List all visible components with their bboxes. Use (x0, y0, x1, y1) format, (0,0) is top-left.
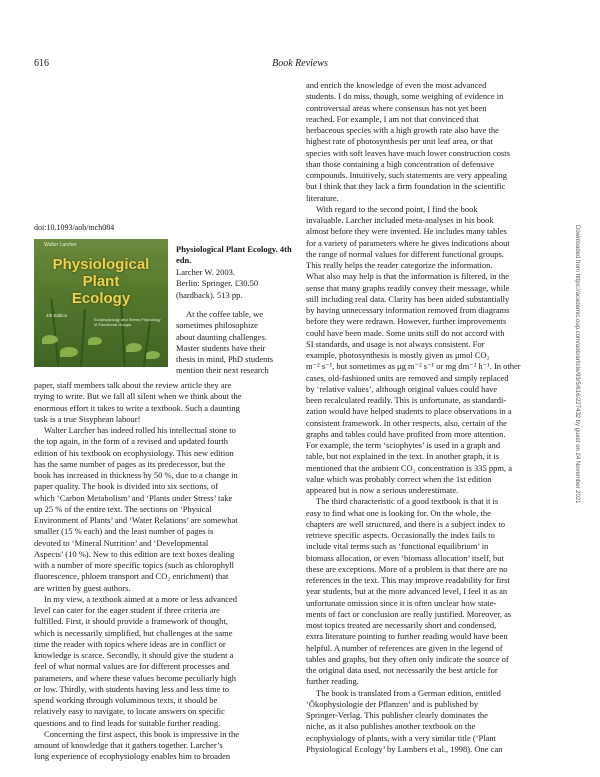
text-line: these are exceptions. More of a problem is that there are no (306, 563, 508, 574)
text-line: enormous effort it takes to write a textbook. Such a daunting (34, 402, 240, 413)
text-line: the range of normal values for different functional groups. (306, 248, 504, 259)
text-line: biomass allocation, or even ‘biomass allocation’ itself, but (306, 552, 504, 563)
text-line: species with soft leaves have much lower construction costs (306, 147, 510, 158)
text-line: extra literature pointing to further reading would have been (306, 631, 508, 642)
text-line: paper, staff members talk about the review article they are (34, 380, 232, 390)
book-citation (176, 244, 298, 301)
text-line: ecophysiology of plants, with a very similar title (‘Plant (306, 732, 497, 743)
text-line: invaluable. Larcher included meta-analyses in his book (306, 215, 494, 225)
text-line: edition of his textbook on ecophysiology. This new edition (34, 447, 234, 458)
text-line: zation would have helped students to place observations in a (306, 406, 512, 417)
text-line: Master students have their (176, 342, 266, 353)
download-watermark: Downloaded from https://academic.oup.com/aob/article/93/5/616/227432 by guest on 24 November 2021 (574, 225, 580, 504)
text-line: controversial areas where consensus has not yet been (306, 102, 487, 113)
cover-title-line: Plant (82, 273, 120, 290)
text-line: level can cater for the eager student if three criteria are (34, 605, 220, 615)
text-line: highest rate of photosynthesis per unit leaf area, or that (306, 136, 493, 147)
text-line: could have been made. Some units still do not accord with (306, 327, 505, 338)
right-column (306, 80, 570, 755)
cover-edition: 4th Edition (46, 313, 68, 318)
text-line: about daunting challenges. (176, 331, 267, 342)
text-line: easy to find what one is looking for. On the whole, the (306, 507, 491, 518)
text-line: ‘Ökophysiologie der Pflanzen’ and is published by (306, 698, 479, 709)
text-line: the original data used, not necessarily the best article for (306, 665, 498, 675)
text-line: herbaceous species with a high growth rate also have the (306, 125, 499, 135)
text-line: than those containing a high concentration of defensive (306, 158, 495, 169)
text-line: students. I do miss, though, some weighing of evidence in (306, 91, 504, 102)
page-number: 616 (34, 58, 49, 69)
doi[interactable]: doi:10.1093/aob/mch084 (34, 223, 115, 232)
text-line: which is necessarily simplified, but challenges at the same (34, 627, 233, 638)
text-line: ments of fact or conclusion are really justified. Moreover, as (306, 608, 512, 619)
text-line: This really helps the reader categorize the information. (306, 260, 493, 270)
text-line: are written by guest authors. (34, 582, 131, 593)
text-line: year students, but at the more advanced level, I feel it as an (306, 586, 508, 597)
running-head: Book Reviews (272, 58, 328, 69)
text-line: table, but not explained in the text. In another graph, it is (306, 451, 500, 462)
text-line: appeared but is now a serious underestimate. (306, 485, 459, 495)
text-line: Springer-Verlag. This publisher clearly dominates the (306, 710, 488, 720)
text-line: knowledge is scarce. Secondly, it should give the student a (34, 650, 234, 660)
text-line: most topics treated are necessarily short and condensed, (306, 620, 497, 630)
text-line: unfortunate omission since it is often unclear how state- (306, 597, 497, 608)
text-line: parameters, and where these values become peculiarly high (34, 672, 237, 683)
text-line: consistent framework. In other respects, also, certain of the (306, 417, 507, 428)
text-line: amount of knowledge that it gathers together. Larcher’s (34, 740, 223, 750)
text-line: The book is translated from a German edition, entitled (316, 687, 501, 698)
text-line: questions and to find leads for suitable further reading. (34, 717, 221, 728)
text-line: spend working through voluminous texts, it should be (34, 695, 218, 705)
text-line: still including real data. Clarity has been aided substantially (306, 293, 510, 304)
cover-subtitle: Ecophysiology and Stress Physiology of Functional Groups (94, 317, 161, 327)
text-line: almost before they were invented. He includes many tables (306, 226, 507, 237)
text-line: Environment of Plants’ and ‘Water Relations’ are somewhat (34, 515, 238, 525)
text-line: At the coffee table, we (186, 309, 264, 319)
text-line: What also may help is that the information is filtered, in the (306, 271, 510, 282)
text-line: The third characteristic of a good textbook is that it is (316, 496, 499, 507)
text-line: which ‘Carbon Metabolism’ and ‘Plants under Stress’ take (34, 492, 233, 503)
text-line: literature. (306, 192, 339, 203)
text-line: niche, as it also publishes another textbook on the (306, 721, 476, 732)
text-line: tables and graphs, but they often only indicate the source of (306, 653, 509, 664)
text-line: compounds. Intuitively, such statements are very appealing (306, 170, 508, 180)
text-line: sense that many graphs readily convey their message, while (306, 282, 510, 293)
text-line: In my view, a textbook aimed at a more or less advanced (44, 593, 237, 604)
text-line: fulfilled. First, it should provide a framework of thought, (34, 616, 228, 627)
book-publisher: Berlin: Springer. £30.50 (176, 278, 259, 289)
text-line: further reading. (306, 676, 359, 687)
cover-publisher: Walter Larcher (44, 242, 77, 248)
text-line: task is a true Sisyphean labour! (34, 413, 141, 424)
text-line: graphs and tables could have profited from more attention. (306, 428, 506, 439)
text-line: Aspects’ (10 %). New to this edition are text boxes dealing (34, 548, 235, 559)
text-line: references in the text. This may improve readability for first (306, 575, 510, 585)
text-line: by ‘relative values’, although original values could have (306, 383, 498, 394)
book-title: Physiological Plant Ecology. 4th edn. (176, 244, 292, 266)
text-line: the top again, in the form of a revised and updated fourth (34, 436, 229, 447)
text-line: feel of what normal values are for different processes and (34, 661, 230, 672)
text-line: mention their next research (176, 365, 269, 376)
text-line: value which was probably correct when the 1st edition (306, 473, 492, 484)
text-line: paper quality. The book is divided into six sections, of (34, 481, 219, 492)
text-line: reached. For example, I am not that convinced that (306, 113, 479, 124)
text-line: been recalculated readily. This is unfortunate, as standardi- (306, 395, 507, 405)
book-author: Larcher W. 2003. (176, 266, 236, 277)
text-line: up 25 % of the entire text. The sections on ‘Physical (34, 503, 212, 514)
text-line: include vital terms such as ‘functional equilibrium’ in (306, 541, 489, 552)
text-line: SI standards, and usage is not always consistent. For (306, 338, 485, 349)
intro-paragraph (176, 309, 298, 377)
cover-title-line: Physiological (52, 256, 150, 273)
text-line: Concerning the first aspect, this book is impressive in the (44, 728, 239, 739)
text-line: Walter Larcher has indeed rolled his intellectual stone to (44, 425, 236, 435)
text-line: helpful. A number of references are given in the legend of (306, 642, 503, 653)
text-line: retrieve specific aspects. Occasionally the index fails to (306, 530, 495, 540)
text-line: chapters are well structured, and there is a subject index to (306, 518, 505, 529)
text-line: for a variety of parameters where he gives indications about (306, 237, 510, 248)
cover-title-line: Ecology (71, 290, 131, 307)
cover-title (46, 256, 156, 307)
text-line: sometimes philosophize (176, 320, 258, 331)
text-line: and enrich the knowledge of even the most advanced (306, 80, 487, 90)
text-line: long experience of ecophysiology enables him to broaden (34, 751, 231, 762)
text-line: With regard to the second point, I find the book (316, 203, 478, 214)
text-line: smaller (15 % each) and the least number of pages is (34, 526, 214, 537)
text-line: has the same number of pages as its predecessor, but the (34, 458, 226, 469)
text-line: example, photosynthesis is mostly given as μmol CO₂ (306, 350, 490, 360)
left-column (34, 380, 296, 763)
text-line: cases, old-fashioned units are removed and simply replaced (306, 372, 509, 383)
text-line: m⁻² s⁻¹, but sometimes as μg m⁻² s⁻¹ or mg dm⁻² h⁻¹. In other (306, 361, 521, 372)
text-line: devoted to ‘Mineral Nutrition’ and ‘Developmental (34, 537, 209, 548)
text-line: time the reader with topics where ideas are in conflict or (34, 638, 226, 649)
text-line: with a number of more specific topics (such as chlorophyll (34, 560, 234, 570)
text-line: fluorescence, phloem transport and CO₂ enrichment) that (34, 571, 229, 582)
text-line: trying to write. But we fall all silent when we think about the (34, 391, 242, 402)
text-line: Physiological Ecology’ by Lambers et al., 1998). One can (306, 743, 503, 754)
book-cover-image (34, 239, 168, 367)
text-line: by having unnecessary information removed from diagrams (306, 305, 510, 315)
text-line: relatively easy to navigate, to locate answers on specific (34, 706, 225, 717)
text-line: before they were redrawn. However, further improvements (306, 316, 507, 327)
text-line: For example, the term ‘sciophytes’ is used in a graph and (306, 440, 501, 450)
text-line: but I think that they lack a firm foundation in the scientific (306, 181, 506, 192)
text-line: mentioned that the ambient CO₂ concentration is 335 ppm, a (306, 462, 512, 473)
text-line: book has increased in thickness by 50 %, due to a change in (34, 470, 238, 480)
book-format: (hardback). 513 pp. (176, 289, 243, 300)
text-line: or low. Thirdly, with students having less and less time to (34, 683, 230, 694)
text-line: thesis in mind, PhD students (176, 354, 274, 364)
